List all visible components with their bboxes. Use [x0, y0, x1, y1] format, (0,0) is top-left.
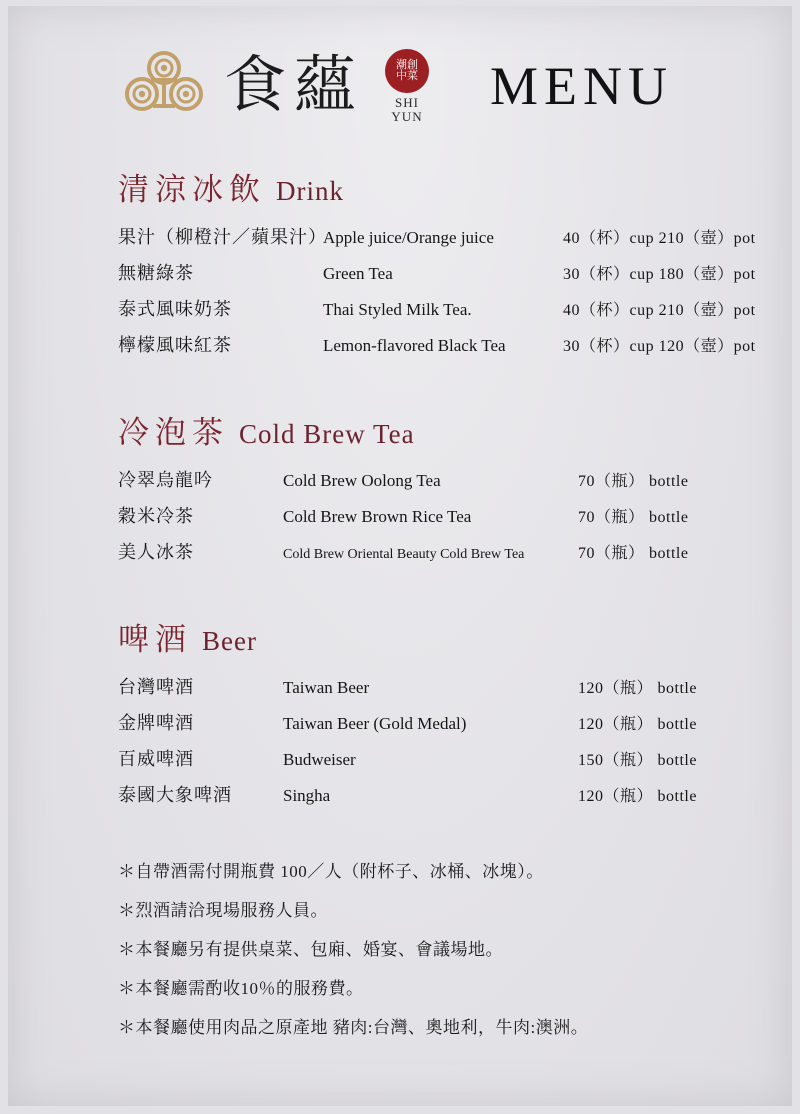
- menu-item-row: [118, 502, 800, 528]
- page-title: MENU: [490, 56, 674, 116]
- section-cold-brew-heading: [118, 407, 800, 452]
- stamp-line-1: 潮創: [396, 58, 419, 71]
- menu-item-row: [118, 709, 800, 735]
- item-name-chinese: 百威啤酒: [118, 749, 194, 769]
- item-name-english: Taiwan Beer: [283, 678, 370, 697]
- item-name-english: Cold Brew Oolong Tea: [283, 471, 441, 490]
- menu-item-row: [118, 223, 800, 249]
- item-name-english: Green Tea: [323, 264, 393, 283]
- stamp-line-2: 中菜: [396, 69, 419, 82]
- item-price: 70（瓶） bottle: [578, 509, 689, 526]
- item-name-chinese: 穀米冷茶: [118, 506, 194, 526]
- menu-item-row: [118, 781, 800, 807]
- menu-header: [0, 0, 800, 124]
- footnote: ＊本餐廳另有提供桌菜、包廂、婚宴、會議場地。: [118, 940, 503, 959]
- menu-item-row: [118, 259, 800, 285]
- footnote: ＊本餐廳需酌收10％的服務費。: [118, 979, 364, 998]
- item-name-english: Lemon-flavored Black Tea: [323, 336, 506, 355]
- footnotes: [0, 857, 800, 1038]
- item-name-english: Budweiser: [283, 750, 356, 769]
- footnote: ＊本餐廳使用肉品之原產地 豬肉:台灣、奧地利，牛肉:澳洲。: [118, 1018, 589, 1037]
- item-name-chinese: 無糖綠茶: [118, 263, 194, 283]
- item-name-english: Cold Brew Oriental Beauty Cold Brew Tea: [283, 547, 525, 562]
- item-name-chinese: 泰國大象啤酒: [118, 785, 232, 805]
- item-price: 70（瓶） bottle: [578, 545, 689, 562]
- section-beer: [0, 614, 800, 807]
- section-drink-heading: [118, 164, 800, 209]
- item-price: 120（瓶） bottle: [578, 788, 697, 805]
- item-price: 40（杯）cup 210（壺）pot: [563, 302, 756, 319]
- section-title-english: Drink: [276, 176, 344, 206]
- item-price: 40（杯）cup 210（壺）pot: [563, 230, 756, 247]
- menu-item-row: [118, 295, 800, 321]
- section-title-chinese: 清涼冰飲: [118, 172, 266, 207]
- item-price: 120（瓶） bottle: [578, 680, 697, 697]
- item-name-chinese: 美人冰茶: [118, 542, 194, 562]
- footnote: ＊烈酒請洽現場服務人員。: [118, 901, 328, 920]
- section-title-english: Cold Brew Tea: [239, 419, 415, 449]
- menu-item-row: [118, 673, 800, 699]
- item-name-english: Singha: [283, 786, 331, 805]
- romanization-line-2: YUN: [391, 108, 423, 124]
- item-name-english: Cold Brew Brown Rice Tea: [283, 507, 472, 526]
- item-price: 30（杯）cup 180（壺）pot: [563, 266, 756, 283]
- celtic-knot-logo-icon: [118, 46, 210, 126]
- seal-stamp-icon: [385, 49, 429, 93]
- item-price: 120（瓶） bottle: [578, 716, 697, 733]
- menu-item-row: [118, 466, 800, 492]
- item-name-chinese: 金牌啤酒: [118, 713, 194, 733]
- item-name-english: Thai Styled Milk Tea.: [323, 300, 472, 319]
- spacer: [0, 120, 800, 164]
- romanization-line-1: SHI: [395, 94, 419, 110]
- menu-item-row: [118, 331, 800, 357]
- brand-romanization: [391, 96, 422, 124]
- menu-item-row: [118, 745, 800, 771]
- section-title-chinese: 啤酒: [118, 622, 192, 657]
- footnote: ＊自帶酒需付開瓶費 100／人（附杯子、冰桶、冰塊）。: [118, 862, 544, 881]
- item-price: 150（瓶） bottle: [578, 752, 697, 769]
- menu-item-row: [118, 538, 800, 564]
- section-title-chinese: 冷泡茶: [118, 415, 229, 450]
- brand-name-chinese: 食蘊: [224, 52, 365, 120]
- section-drink: [0, 164, 800, 357]
- item-name-chinese: 冷翠烏龍吟: [118, 470, 213, 490]
- item-name-chinese: 果汁（柳橙汁／蘋果汁）: [118, 227, 327, 247]
- section-cold-brew-tea: [0, 407, 800, 564]
- item-name-chinese: 泰式風味奶茶: [118, 299, 232, 319]
- section-title-english: Beer: [202, 626, 257, 656]
- item-price: 70（瓶） bottle: [578, 473, 689, 490]
- brand-stamp: [376, 49, 438, 124]
- section-beer-heading: [118, 614, 800, 659]
- spacer: [0, 367, 800, 407]
- item-name-english: Taiwan Beer (Gold Medal): [283, 714, 467, 733]
- item-name-english: Apple juice/Orange juice: [323, 228, 494, 247]
- item-price: 30（杯）cup 120（壺）pot: [563, 338, 756, 355]
- item-name-chinese: 台灣啤酒: [118, 677, 194, 697]
- spacer: [0, 574, 800, 614]
- item-name-chinese: 檸檬風味紅茶: [118, 335, 232, 355]
